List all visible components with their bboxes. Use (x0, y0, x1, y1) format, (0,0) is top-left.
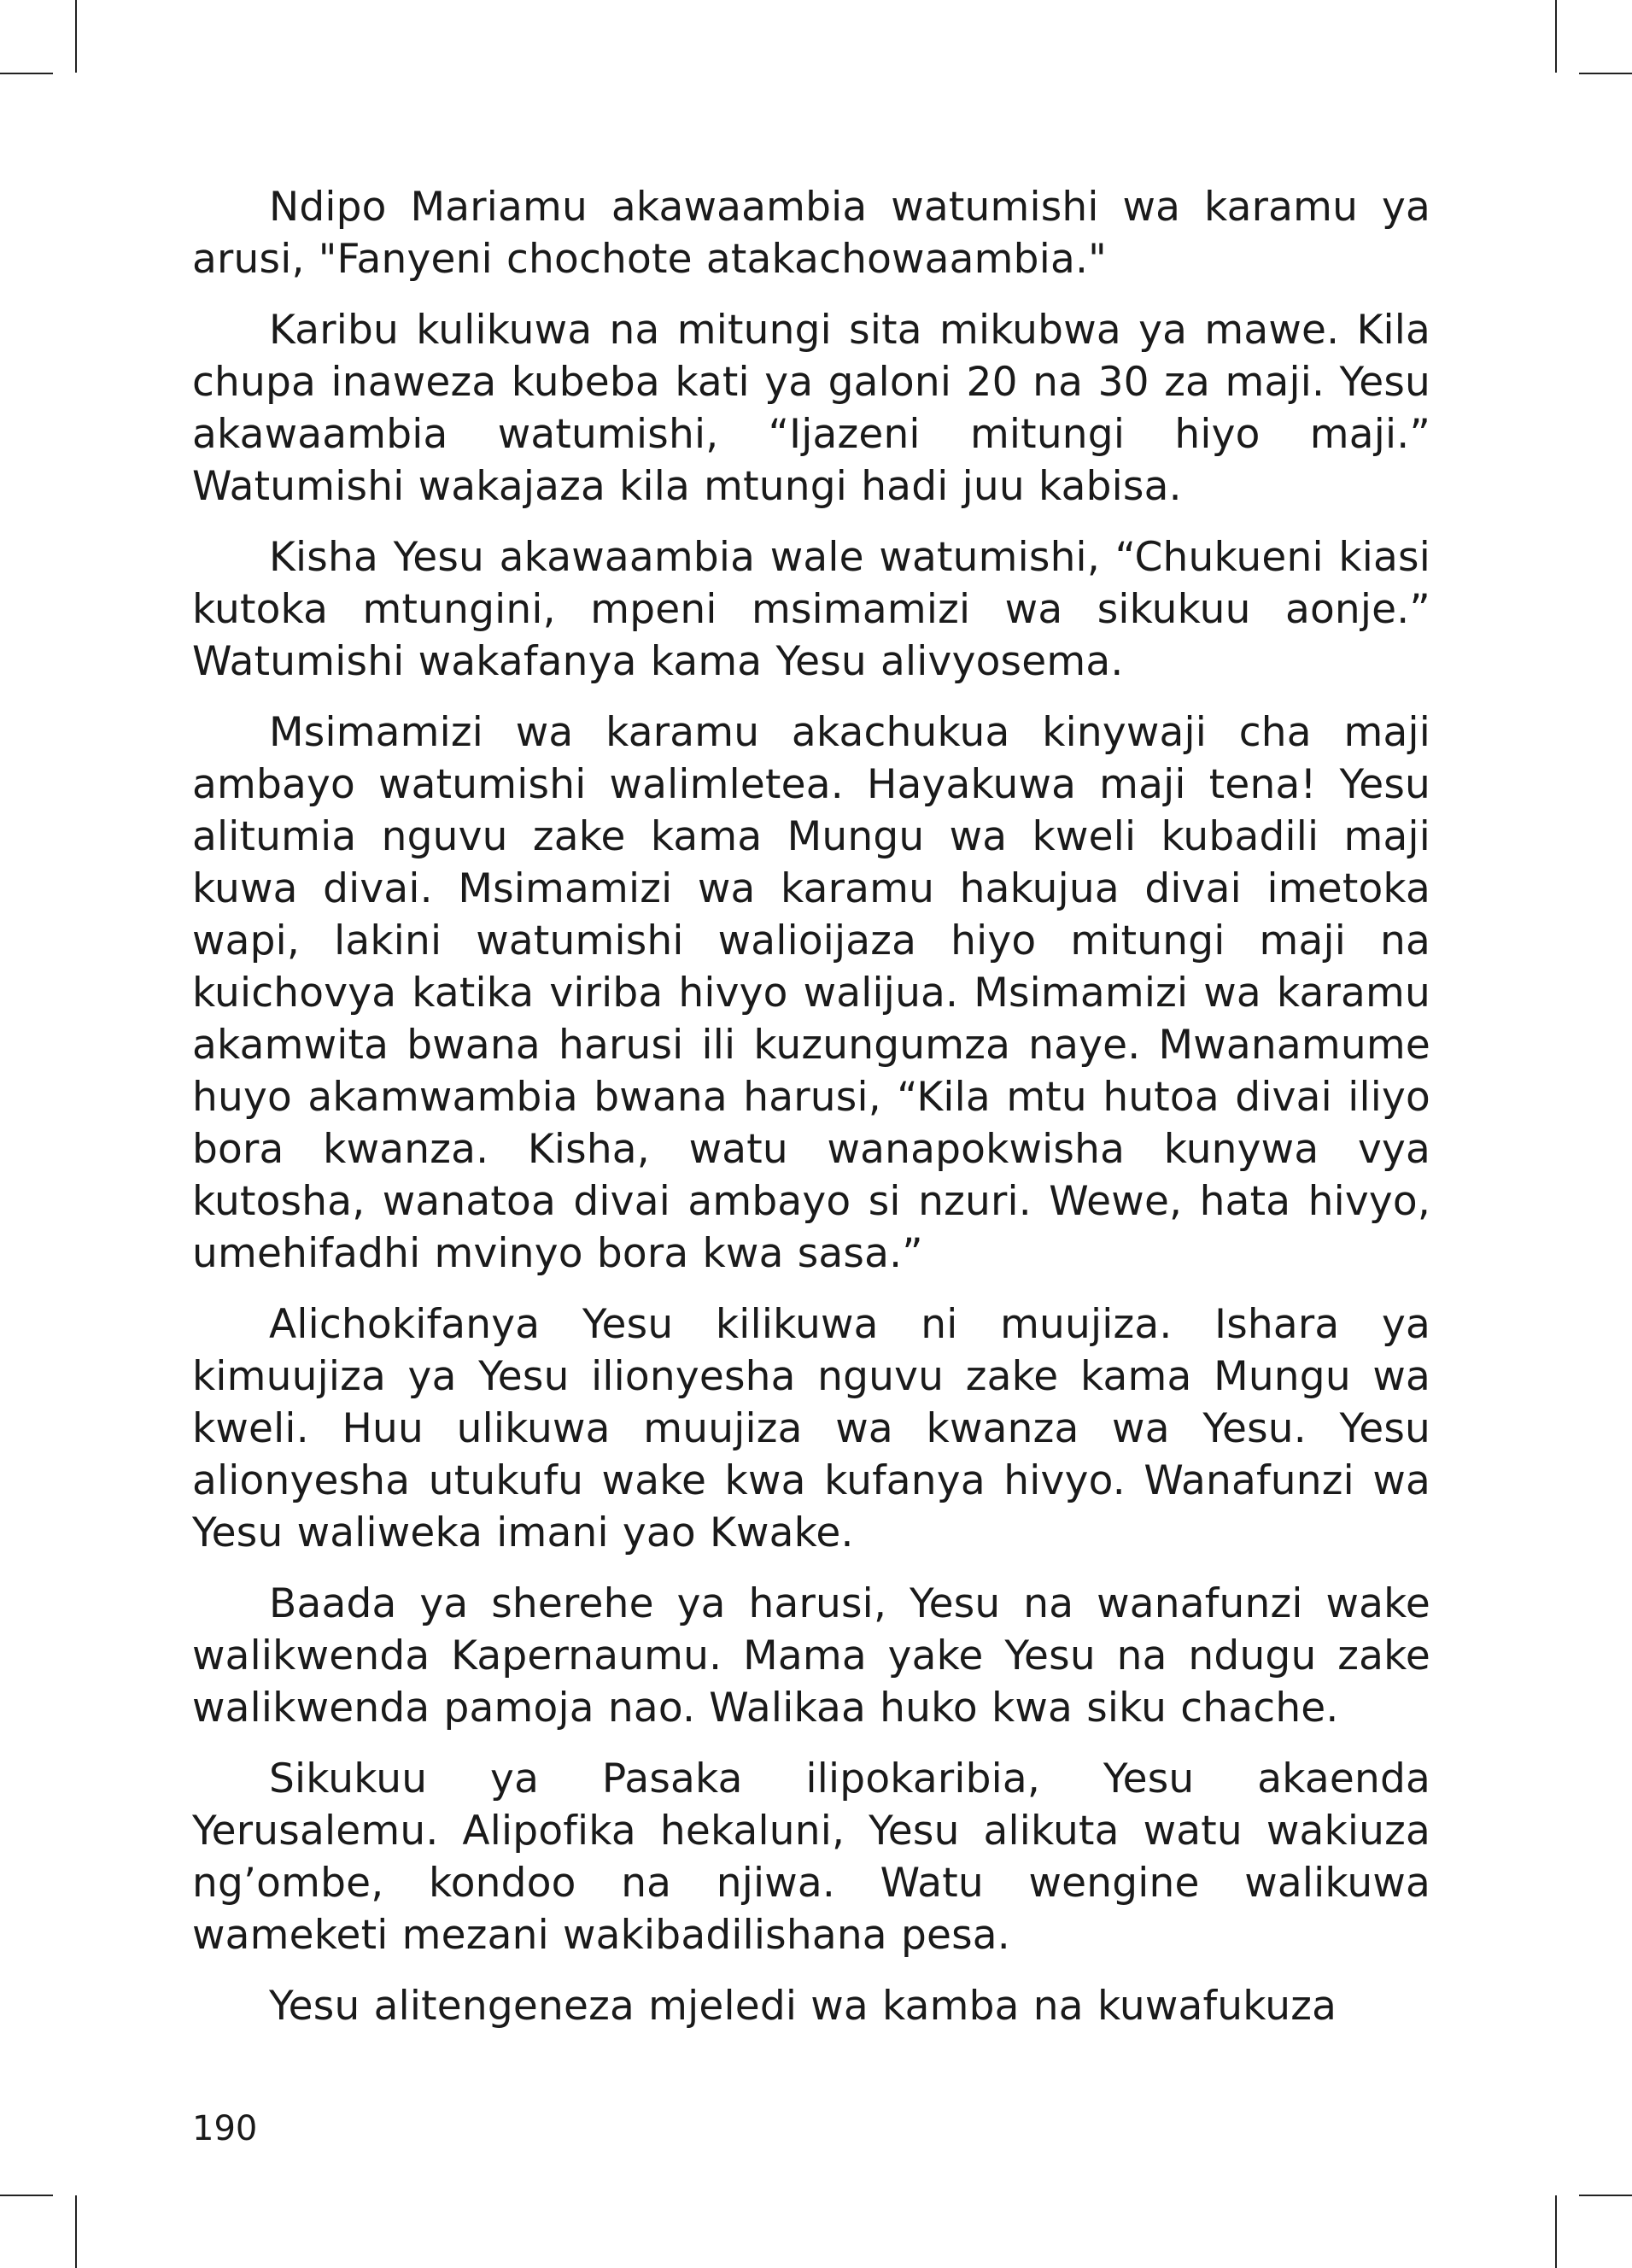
crop-mark-top-left-horizontal (0, 73, 53, 74)
crop-mark-top-right-horizontal (1579, 73, 1632, 74)
crop-mark-bottom-left-vertical (75, 2195, 77, 2268)
body-text (192, 181, 1430, 2051)
crop-mark-top-right-vertical (1555, 0, 1557, 73)
paragraph: Alichokifanya Yesu kilikuwa ni muujiza. Ishara ya kimuujiza ya Yesu ilionyesha nguvu zake kama Mungu wa kweli. Huu ulikuwa muujiza wa kwanza wa Yesu. Yesu alionyesha utukufu wake kwa kufanya hivyo. Wanafunzi wa Yesu waliweka imani yao Kwake. (192, 1301, 1430, 1556)
page-number: 190 (192, 2109, 258, 2148)
paragraph: Msimamizi wa karamu akachukua kinywaji cha maji ambayo watumishi walimletea. Hayakuwa maji tena! Yesu alitumia nguvu zake kama Mungu wa kweli kubadili maji kuwa divai. Msimamizi wa karamu hakujua divai imetoka wapi, lakini watumishi walioijaza hiyo mitungi maji na kuichovya katika viriba hivyo walijua. Msimamizi wa karamu akamwita bwana harusi ili kuzungumza naye. Mwanamume huyo akamwambia bwana harusi, “Kila mtu hutoa divai iliyo bora kwanza. Kisha, watu wanapokwisha kunywa vya kutosha, wanatoa divai ambayo si nzuri. Wewe, hata hivyo, umehifadhi mvinyo bora kwa sasa.” (192, 709, 1430, 1277)
crop-mark-bottom-left-horizontal (0, 2195, 53, 2196)
paragraph: Sikukuu ya Pasaka ilipokaribia, Yesu akaenda Yerusalemu. Alipofika hekaluni, Yesu alikuta watu wakiuza ng’ombe, kondoo na njiwa. Watu wengine walikuwa wameketi mezani wakibadilishana pesa. (192, 1755, 1430, 1959)
paragraph: Kisha Yesu akawaambia wale watumishi, “Chukueni kiasi kutoka mtungini, mpeni msimamizi wa sikukuu aonje.” Watumishi wakafanya kama Yesu alivyosema. (192, 534, 1430, 685)
crop-mark-bottom-right-horizontal (1579, 2195, 1632, 2196)
paragraph: Baada ya sherehe ya harusi, Yesu na wanafunzi wake walikwenda Kapernaumu. Mama yake Yesu na ndugu zake walikwenda pamoja nao. Walikaa huko kwa siku chache. (192, 1580, 1430, 1732)
paragraph: Ndipo Mariamu akawaambia watumishi wa karamu ya arusi, "Fanyeni chochote atakachowaambia." (192, 184, 1430, 283)
paragraph: Karibu kulikuwa na mitungi sita mikubwa ya mawe. Kila chupa inaweza kubeba kati ya galoni 20 na 30 za maji. Yesu akawaambia watumishi, “Ijazeni mitungi hiyo maji.” Watumishi wakajaza kila mtungi hadi juu kabisa. (192, 307, 1430, 510)
crop-mark-top-left-vertical (75, 0, 77, 73)
crop-mark-bottom-right-vertical (1555, 2195, 1557, 2268)
paragraph: Yesu alitengeneza mjeledi wa kamba na kuwafukuza (269, 1983, 1337, 2030)
